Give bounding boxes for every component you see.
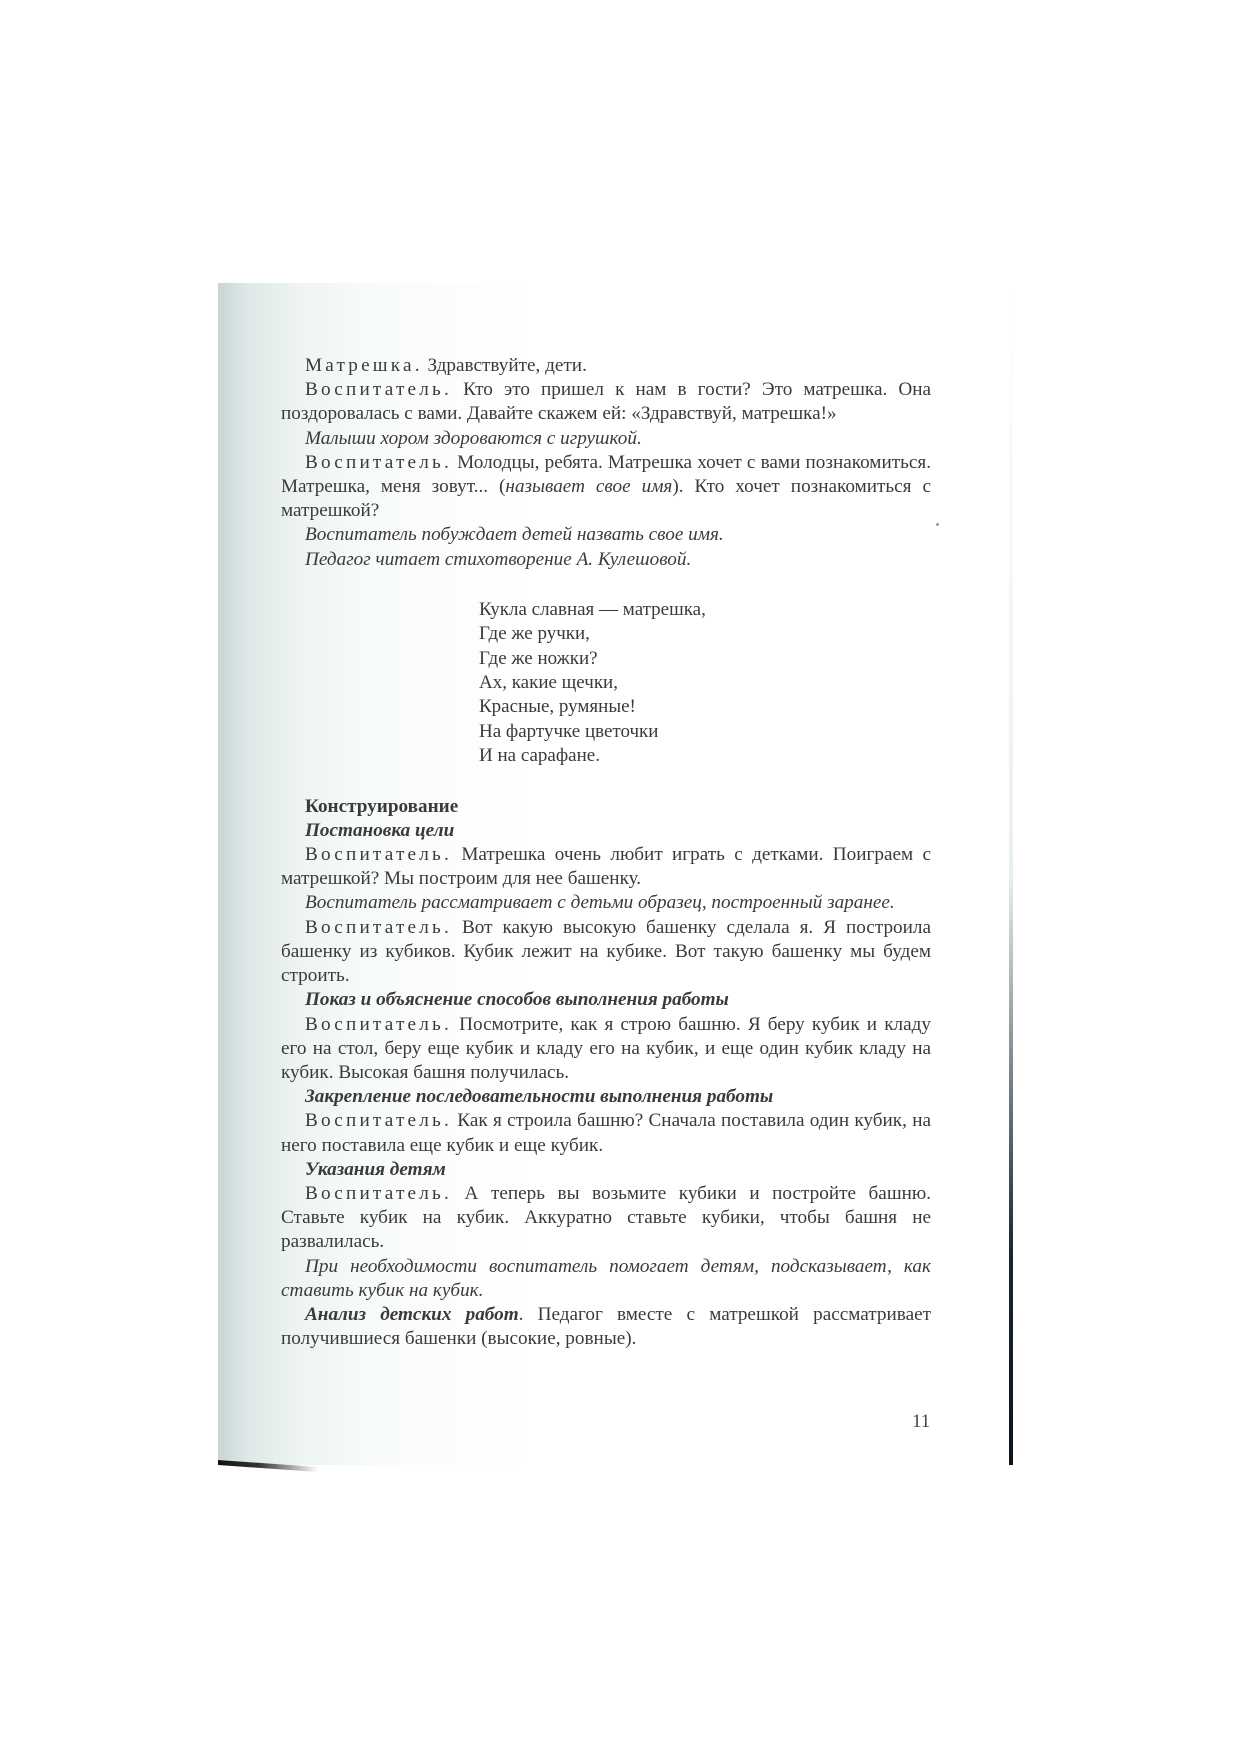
page-number: 11: [912, 1411, 931, 1432]
dialogue-paragraph: [281, 1109, 931, 1157]
speaker-label: Воспитатель.: [305, 451, 452, 473]
dialogue-text: Молодцы, ребята. Матрешка хочет с вами познакомиться. Матрешка, меня зовут... (: [281, 451, 931, 498]
dialogue-paragraph: [281, 1013, 931, 1086]
dialogue-text: Кто это пришел к нам в гости? Это матрешка. Она поздоровалась с вами. Давайте скажем ей: «Здравствуй, матрешка!»: [281, 379, 931, 425]
speaker-label: Воспитатель.: [305, 1182, 452, 1204]
analysis-text: . Педагог вместе с матрешкой рассматривает получившиеся башенки (высокие, ровные).: [281, 1303, 931, 1350]
poem-line: Красные, румяные!: [479, 696, 636, 718]
poem-line: Ах, какие щечки,: [479, 672, 618, 694]
poem-line: Кукла славная — матрешка,: [479, 598, 706, 620]
poem-line: Где же ножки?: [479, 647, 598, 669]
scan-speck: [936, 523, 939, 526]
section-title: Конструирование: [305, 795, 459, 817]
dialogue-text: Как я строила башню? Сначала поставила один кубик, на него поставила еще кубик и еще кубик.: [281, 1110, 931, 1156]
subheading: Показ и объяснение способов выполнения работы: [305, 989, 729, 1011]
dialogue-text: Здравствуйте, дети.: [422, 355, 587, 376]
speaker-label: Воспитатель.: [305, 379, 452, 401]
poem: [479, 598, 931, 769]
analysis-paragraph: [281, 1303, 931, 1351]
speaker-label: Воспитатель.: [305, 844, 452, 866]
subheading: Постановка цели: [305, 819, 455, 841]
poem-line: И на сарафане.: [479, 745, 600, 767]
inline-stage-direction: называет свое имя: [505, 476, 673, 498]
subheading: Закрепление последовательности выполнения работы: [305, 1086, 774, 1108]
dialogue-text: Посмотрите, как я строю башню. Я беру кубик и кладу его на стол, беру еще кубик и кладу его на кубик, и еще один кубик кладу на кубик. Высокая башня получилась.: [281, 1013, 931, 1083]
speaker-label: Воспитатель.: [305, 916, 452, 938]
dialogue-paragraph: [281, 916, 931, 989]
dialogue-paragraph: [281, 354, 931, 378]
dialogue-text: А теперь вы возьмите кубики и постройте башню. Ставьте кубик на кубик. Аккуратно ставьте кубики, чтобы башня не развалилась.: [281, 1182, 931, 1253]
dialogue-paragraph: [281, 843, 931, 891]
dialogue-paragraph: [281, 451, 931, 524]
stage-direction: Малыши хором здороваются с игрушкой.: [305, 427, 642, 449]
speaker-label: Матрешка.: [305, 355, 423, 376]
stage-direction: Педагог читает стихотворение А. Кулешовой.: [305, 548, 692, 570]
stage-direction: Воспитатель побуждает детей назвать свое имя.: [305, 524, 724, 546]
speaker-label: Воспитатель.: [305, 1110, 452, 1132]
dialogue-text: Вот какую высокую башенку сделала я. Я построила башенку из кубиков. Кубик лежит на кубике. Вот такую башенку мы будем строить.: [281, 916, 931, 987]
inline-heading: Анализ детских работ: [305, 1303, 519, 1325]
poem-line: Где же ручки,: [479, 623, 590, 645]
dialogue-paragraph: [281, 1182, 931, 1255]
stage-direction: Воспитатель рассматривает с детьми образец, построенный заранее.: [305, 892, 895, 914]
poem-line: На фартучке цветочки: [479, 720, 659, 742]
dialogue-paragraph: [281, 378, 931, 426]
dialogue-text: ). Кто хочет познакомиться с матрешкой?: [281, 476, 931, 522]
speaker-label: Воспитатель.: [305, 1013, 452, 1035]
page-body: [281, 354, 931, 1351]
subheading: Указания детям: [305, 1158, 446, 1180]
stage-direction: При необходимости воспитатель помогает детям, подсказывает, как ставить кубик на кубик.: [281, 1255, 931, 1301]
dialogue-text: Матрешка очень любит играть с детками. Поиграем с матрешкой? Мы построим для нее башенку.: [281, 844, 931, 890]
